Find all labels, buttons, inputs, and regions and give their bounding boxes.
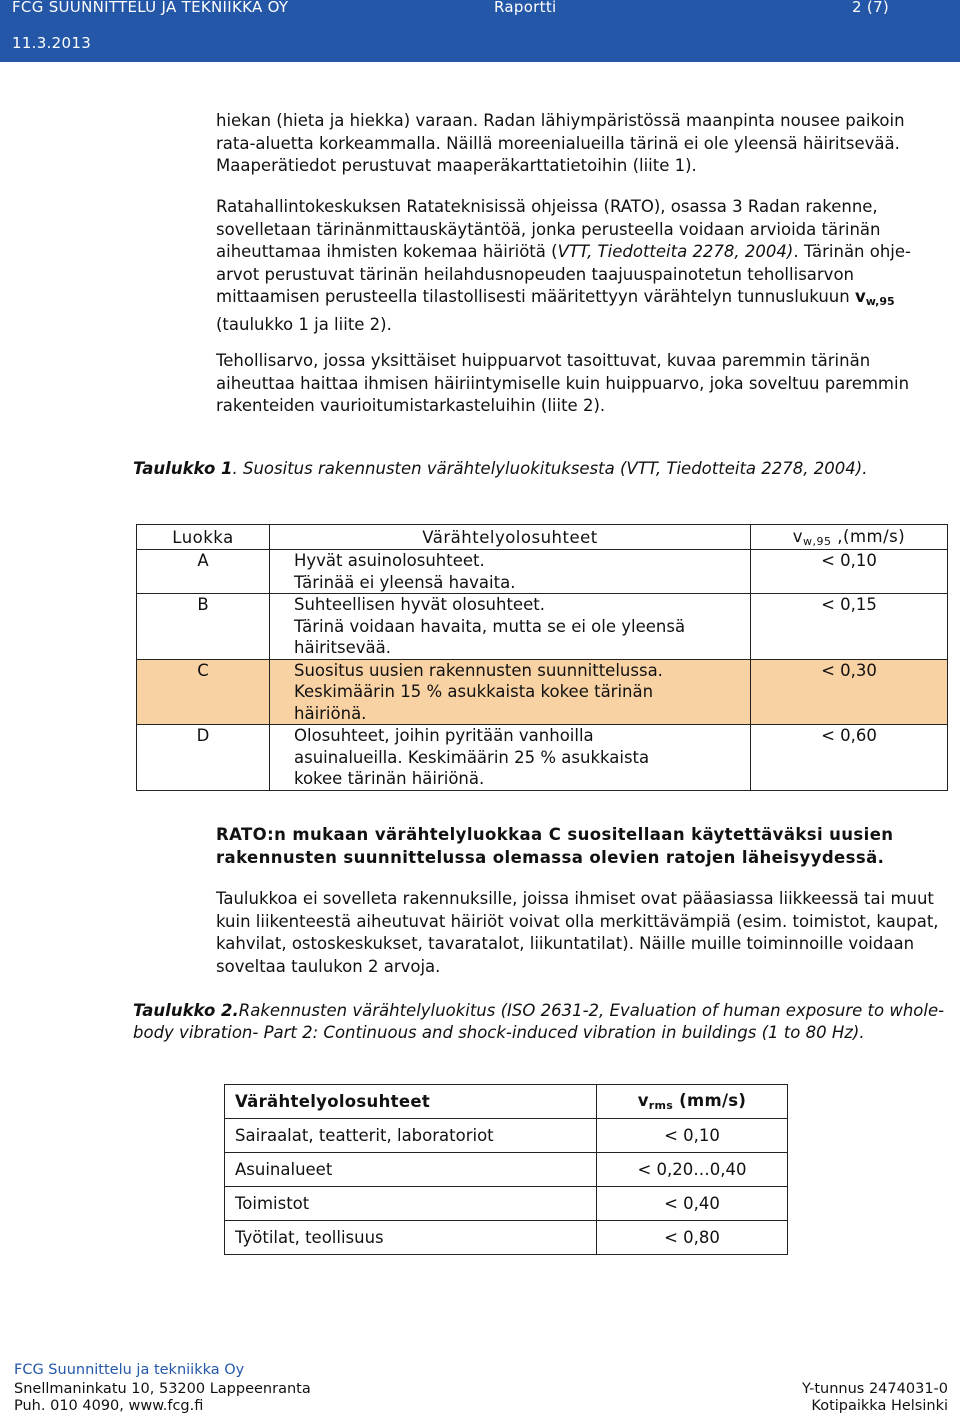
paragraph-rato bbox=[216, 196, 946, 337]
column-header-vrms: $v_{rms}$ (mm/s) bbox=[597, 1085, 788, 1119]
row-value: < 0,80 bbox=[597, 1221, 788, 1255]
paragraph-rato-reference: VTT, Tiedotteita 2278, 2004) bbox=[557, 242, 794, 262]
table2-caption bbox=[133, 1000, 948, 1044]
table-row bbox=[225, 1119, 788, 1153]
row-class: D bbox=[137, 725, 270, 791]
table2-caption-text: Rakennusten värähtelyluokitus (ISO 2631-2, Evaluation of human exposure to whole-body vibration- Part 2: Continuous and shock-induced vibration in buildings (1 to 80 Hz). bbox=[133, 1001, 945, 1042]
row-description: Asuinalueet bbox=[225, 1153, 597, 1187]
table1-caption bbox=[133, 458, 948, 480]
page-header bbox=[0, 0, 960, 62]
row-description: Sairaalat, teatterit, laboratoriot bbox=[225, 1119, 597, 1153]
paragraph-rato-text-a: Ratahallintokeskuksen Ratateknisissä ohjeissa (RATO), osassa 3 Radan rakenne, sovelletaan tärinänmittauskäytäntöä, jonka perusteella voidaan arvioida tärinän aiheuttamaa ihmisten kokemaa häiriötä ( bbox=[216, 197, 881, 262]
table-header-row bbox=[137, 525, 948, 550]
header-company: FCG SUUNNITTELU JA TEKNIIKKA OY bbox=[12, 0, 289, 16]
table-row bbox=[137, 550, 948, 594]
column-header-vw95: $v_{w,95}$ ,(mm/s) bbox=[751, 525, 948, 550]
vibration-class-table bbox=[136, 524, 948, 791]
table-row bbox=[137, 725, 948, 791]
row-description: Hyvät asuinolosuhteet. Tärinää ei yleensä havaita. bbox=[270, 550, 751, 594]
table2-caption-label: Taulukko 2. bbox=[133, 1001, 239, 1020]
paragraph-rato-text-b: . Tärinän ohje-arvot perustuvat tärinän heilahdusnopeuden taajuuspainotetun tehollisarvon mittaamisen perusteella tilastollisesti määritettyyn värähtelyn tunnuslukuun bbox=[216, 242, 911, 307]
table-row bbox=[225, 1153, 788, 1187]
header-page-number: 2 (7) bbox=[852, 0, 890, 16]
row-value: < 0,20…0,40 bbox=[597, 1153, 788, 1187]
row-description: Suositus uusien rakennusten suunnittelussa. Keskimäärin 15 % asukkaista kokee tärinän häiriönä. bbox=[270, 659, 751, 725]
table-row bbox=[225, 1221, 788, 1255]
row-value: < 0,30 bbox=[751, 659, 948, 725]
row-description: Olosuhteet, joihin pyritään vanhoilla asuinalueilla. Keskimäärin 25 % asukkaista kokee tärinän häiriönä. bbox=[270, 725, 751, 791]
header-date: 11.3.2013 bbox=[12, 34, 92, 52]
row-value: < 0,15 bbox=[751, 594, 948, 660]
table1-caption-label: Taulukko 1 bbox=[133, 459, 233, 478]
row-description: Suhteellisen hyvät olosuhteet. Tärinä voidaan havaita, mutta se ei ole yleensä häiritsevää. bbox=[270, 594, 751, 660]
column-header-conditions: Värähtelyolosuhteet bbox=[225, 1085, 597, 1119]
column-header-conditions: Värähtelyolosuhteet bbox=[270, 525, 751, 550]
row-value: < 0,40 bbox=[597, 1187, 788, 1221]
footer-company: FCG Suunnittelu ja tekniikka Oy bbox=[14, 1362, 245, 1378]
row-value: < 0,60 bbox=[751, 725, 948, 791]
row-class: C bbox=[137, 659, 270, 725]
column-header-class: Luokka bbox=[137, 525, 270, 550]
row-description: Työtilat, teollisuus bbox=[225, 1221, 597, 1255]
table-row bbox=[225, 1187, 788, 1221]
footer-address: Snellmaninkatu 10, 53200 Lappeenranta bbox=[14, 1381, 311, 1397]
row-value: < 0,10 bbox=[751, 550, 948, 594]
paragraph-recommendation: RATO:n mukaan värähtelyluokkaa C suositellaan käytettäväksi uusien rakennusten suunnittelussa olemassa olevien ratojen läheisyydessä. bbox=[216, 825, 894, 867]
footer-domicile: Kotipaikka Helsinki bbox=[811, 1398, 948, 1414]
footer-ytunnus: Y-tunnus 2474031-0 bbox=[801, 1381, 948, 1397]
header-doc-type: Raportti bbox=[494, 0, 557, 16]
table-row-highlighted bbox=[137, 659, 948, 725]
vw95-symbol: v bbox=[854, 287, 866, 307]
row-class: A bbox=[137, 550, 270, 594]
table1-caption-text: . Suositus rakennusten värähtelyluokituksesta (VTT, Tiedotteita 2278, 2004). bbox=[232, 459, 868, 478]
table-header-row bbox=[225, 1085, 788, 1119]
table-row bbox=[137, 594, 948, 660]
iso-vibration-table bbox=[224, 1084, 788, 1255]
paragraph-soil: hiekan (hieta ja hiekka) varaan. Radan lähiympäristössä maanpinta nousee paikoin rata-aluetta korkeammalla. Näillä moreenialueilla tärinä ei ole yleensä häiritsevää. Maaperätiedot perustuvat maaperäkarttatietoihin (liite 1). bbox=[216, 111, 905, 176]
paragraph-rms: Tehollisarvo, jossa yksittäiset huippuarvot tasoittuvat, kuvaa paremmin tärinän aiheuttaa haittaa ihmisen häiriintymiselle kuin huippuarvo, joka soveltuu paremmin rakenteiden vaurioitumistarkasteluihin (liite 2). bbox=[216, 351, 910, 416]
row-description: Toimistot bbox=[225, 1187, 597, 1221]
vw95-subscript: w,95 bbox=[865, 295, 895, 309]
paragraph-exceptions: Taulukkoa ei sovelleta rakennuksille, joissa ihmiset ovat pääasiassa liikkeessä tai muut kuin liikenteestä aiheutuvat häiriöt voivat olla merkittävämpiä (esim. toimistot, kaupat, kahvilat, ostoskeskukset, tavaratalot, liikuntatilat). Näille muille toiminnoille voidaan soveltaa taulukon 2 arvoja. bbox=[216, 889, 939, 976]
footer-contact: Puh. 010 4090, www.fcg.fi bbox=[14, 1398, 204, 1414]
paragraph-rato-text-c: (taulukko 1 ja liite 2). bbox=[216, 314, 392, 334]
row-value: < 0,10 bbox=[597, 1119, 788, 1153]
row-class: B bbox=[137, 594, 270, 660]
